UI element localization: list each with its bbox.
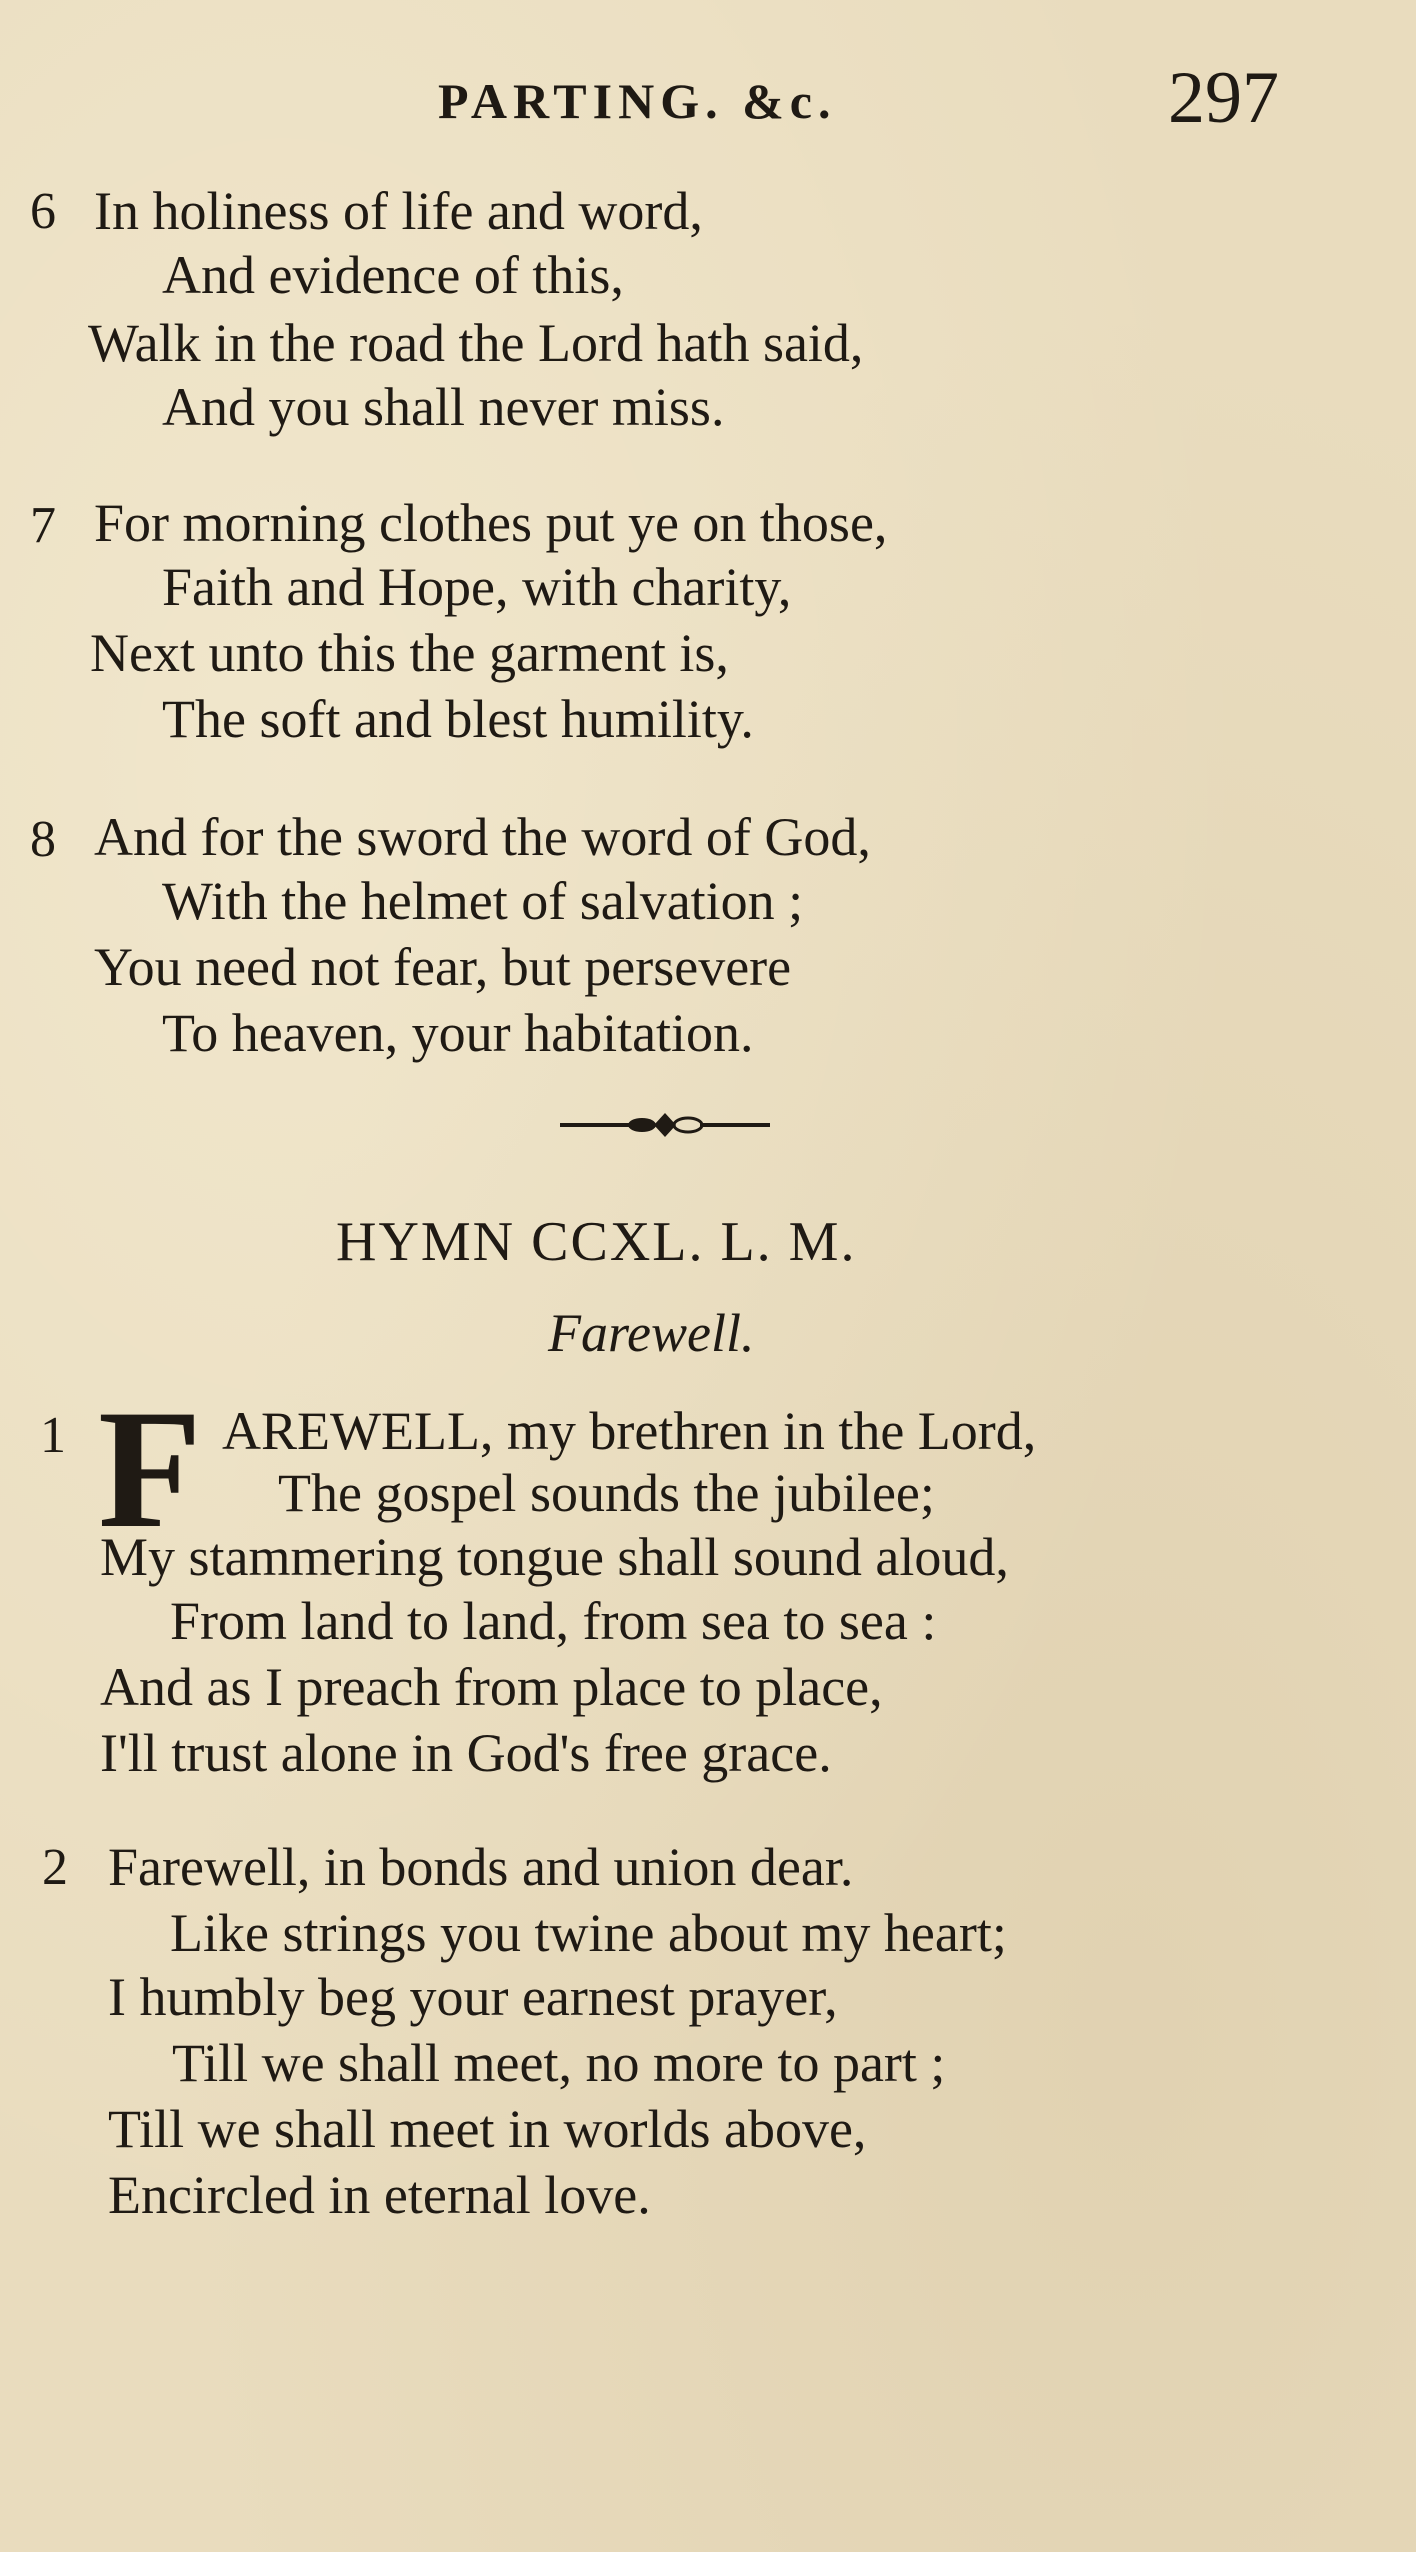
verse-line: Like strings you twine about my heart; [170, 1903, 1007, 1963]
verse-line: I humbly beg your earnest prayer, [108, 1967, 838, 2027]
verse-number: 8 [30, 811, 56, 868]
verse-number: 7 [30, 497, 56, 554]
verse-line: In holiness of life and word, [94, 181, 703, 241]
verse-line: The soft and blest humility. [162, 689, 754, 749]
running-head: PARTING. &c. [438, 73, 837, 129]
verse-line: From land to land, from sea to sea : [170, 1591, 937, 1651]
verse-line: My stammering tongue shall sound aloud, [100, 1527, 1009, 1587]
verse-line: Walk in the road the Lord hath said, [88, 313, 864, 373]
ornament-divider [560, 1110, 770, 1140]
verse-line: You need not fear, but persevere [94, 937, 792, 997]
verse-line: Farewell, in bonds and union dear. [108, 1837, 854, 1897]
verse-line: Encircled in eternal love. [108, 2165, 651, 2225]
verse-line: With the helmet of salvation ; [162, 871, 804, 931]
verse-line: And as I preach from place to place, [100, 1657, 883, 1717]
verse-line: I'll trust alone in God's free grace. [100, 1723, 832, 1783]
hymn-title: HYMN CCXL. L. M. [336, 1211, 857, 1273]
verse-line: Next unto this the garment is, [90, 623, 729, 683]
verse-line: And evidence of this, [162, 245, 624, 305]
verse-line: AREWELL, my brethren in the Lord, [222, 1401, 1037, 1461]
verse-line: And you shall never miss. [162, 377, 725, 437]
verse-line: And for the sword the word of God, [94, 807, 871, 867]
drop-cap: F [98, 1375, 202, 1563]
page-number: 297 [1168, 57, 1279, 139]
verse-number: 1 [40, 1407, 66, 1464]
verse-line: For morning clothes put ye on those, [94, 493, 888, 553]
hymn-subtitle: Farewell. [548, 1303, 755, 1363]
verse-line: Faith and Hope, with charity, [162, 557, 792, 617]
verse-line: The gospel sounds the jubilee; [278, 1463, 935, 1523]
verse-line: Till we shall meet, no more to part ; [172, 2033, 946, 2093]
verse-line: To heaven, your habitation. [162, 1003, 754, 1063]
verse-line: Till we shall meet in worlds above, [108, 2099, 867, 2159]
verse-number: 6 [30, 183, 56, 240]
verse-number: 2 [42, 1839, 68, 1896]
